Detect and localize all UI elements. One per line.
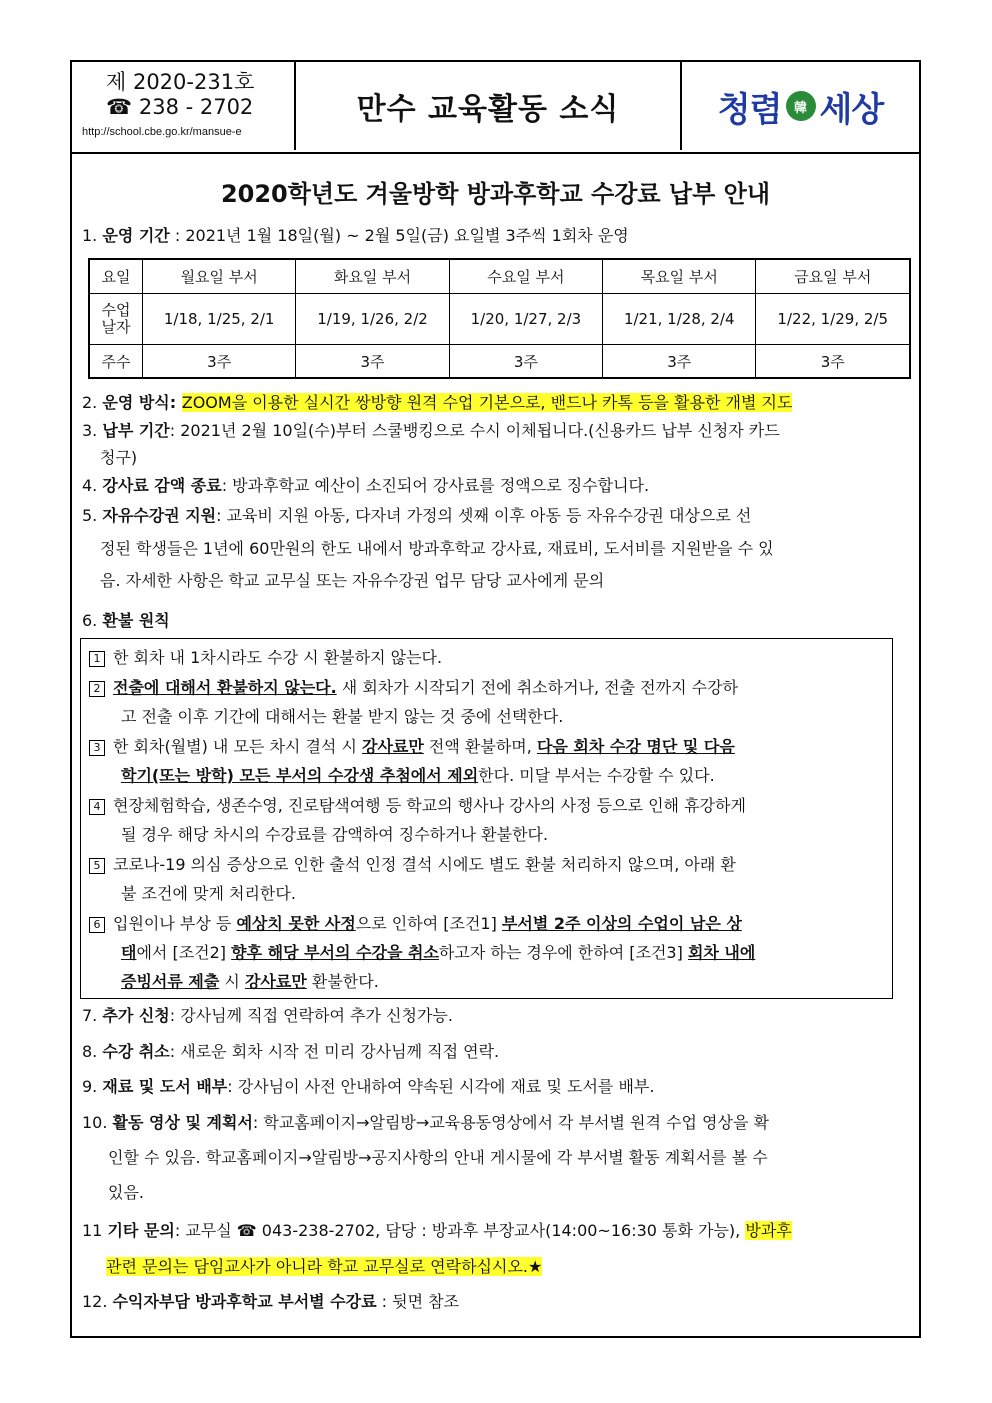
table-cell: 목요일 부서 xyxy=(603,259,756,294)
table-cell: 1/18, 1/25, 2/1 xyxy=(143,294,296,345)
section-11-cont xyxy=(106,1253,542,1281)
section-1: 1. 운영 기간 : 2021년 1월 18일(월) ~ 2월 5일(금) 요일별 3주씩 1회차 운영 xyxy=(82,226,629,245)
list-item: 3 한 회차(월별) 내 모든 차시 결석 시 강사료만 전액 환불하며, 다음 회차 수강 명단 및 다음 xyxy=(89,732,735,761)
schedule-table xyxy=(88,258,911,379)
refund-rules-box xyxy=(80,638,893,999)
section-11: 11 기타 문의: 교무실 ☎ 043-238-2702, 담당 : 방과후 부장교사(14:00~16:30 통화 가능), 방과후 xyxy=(82,1221,792,1240)
table-row xyxy=(89,259,910,294)
item-number: 3 xyxy=(89,740,105,756)
header-info xyxy=(72,62,296,150)
list-item-cont: 될 경우 해당 차시의 수강료를 감액하여 징수하거나 환불한다. xyxy=(121,825,549,844)
logo-text-2: 세상 xyxy=(819,89,884,130)
highlight-text: 관련 문의는 담임교사가 아니라 학교 교무실로 연락하십시오.★ xyxy=(106,1257,543,1276)
section-5-cont: 음. 자세한 사항은 학교 교무실 또는 자유수강권 업무 담당 교사에게 문의 xyxy=(100,571,605,590)
list-item-cont: 고 전출 이후 기간에 대해서는 환불 받지 않는 것 중에 선택한다. xyxy=(121,707,564,726)
newsletter-frame xyxy=(70,60,921,1338)
header-phone xyxy=(106,95,253,119)
section-3-cont: 청구) xyxy=(100,448,138,467)
table-cell: 금요일 부서 xyxy=(756,259,910,294)
table-cell: 수요일 부서 xyxy=(449,259,602,294)
table-cell: 1/19, 1/26, 2/2 xyxy=(296,294,449,345)
list-item: 6 입원이나 부상 등 예상치 못한 사정으로 인하여 [조건1] 부서별 2주 이상의 수업이 남은 상 xyxy=(89,909,742,938)
section-9: 9. 재료 및 도서 배부: 강사님이 사전 안내하여 약속된 시각에 재료 및 도서를 배부. xyxy=(82,1077,655,1096)
highlight-text: 방과후 xyxy=(745,1221,792,1240)
table-cell: 3주 xyxy=(143,345,296,379)
logo-text-1: 청렴 xyxy=(717,89,782,130)
section-2: 2. 운영 방식: ZOOM을 이용한 실시간 쌍방향 원격 수업 기본으로, 밴드나 카톡 등을 활용한 개별 지도 xyxy=(82,393,793,412)
header-bar xyxy=(72,62,919,154)
list-item-cont: 태에서 [조건2] 향후 해당 부서의 수강을 취소하고자 하는 경우에 한하여 [조건3] 회차 내에 xyxy=(121,943,756,962)
table-cell: 요일 xyxy=(89,259,143,294)
item-number: 2 xyxy=(89,681,105,697)
table-cell: 주수 xyxy=(89,345,143,379)
item-number: 4 xyxy=(89,799,105,815)
section-7: 7. 추가 신청: 강사님께 직접 연락하여 추가 신청가능. xyxy=(82,1006,453,1025)
list-item: 1 한 회차 내 1차시라도 수강 시 환불하지 않는다. xyxy=(89,643,442,672)
section-4: 4. 강사료 감액 종료: 방과후학교 예산이 소진되어 강사료를 정액으로 징수합니다. xyxy=(82,476,650,495)
table-row xyxy=(89,345,910,379)
table-cell: 수업 날자 xyxy=(89,294,143,345)
newsletter-title: 만수 교육활동 소식 xyxy=(296,62,682,150)
section-10-cont: 인할 수 있음. 학교홈페이지→알림방→공지사항의 안내 게시물에 각 부서별 활동 계획서를 볼 수 xyxy=(108,1148,768,1167)
list-item: 4 현장체험학습, 생존수영, 진로탐색여행 등 학교의 행사나 강사의 사정 등으로 인해 휴강하게 xyxy=(89,791,746,820)
table-cell: 1/21, 1/28, 2/4 xyxy=(603,294,756,345)
section-5: 5. 자유수강권 지원: 교육비 지원 아동, 다자녀 가정의 셋째 이후 아동 등 자유수강권 대상으로 선 xyxy=(82,506,752,525)
phone-icon: ☎ xyxy=(106,95,139,119)
table-cell: 3주 xyxy=(449,345,602,379)
table-cell: 1/20, 1/27, 2/3 xyxy=(449,294,602,345)
table-cell: 화요일 부서 xyxy=(296,259,449,294)
school-url[interactable]: http://school.cbe.go.kr/mansue-e xyxy=(82,126,242,138)
list-item-cont: 학기(또는 방학) 모든 부서의 수강생 추첨에서 제외한다. 미달 부서는 수강할 수 있다. xyxy=(121,766,715,785)
logo-mark-icon: 韓 xyxy=(786,91,816,121)
table-row xyxy=(89,294,910,345)
section-12: 12. 수익자부담 방과후학교 부서별 수강료 : 뒷면 참조 xyxy=(82,1292,460,1311)
highlight-text: ZOOM을 이용한 실시간 쌍방향 원격 수업 기본으로, 밴드나 카톡 등을 활용한 개별 지도 xyxy=(181,393,793,412)
phone-number: 238 - 2702 xyxy=(138,95,254,119)
item-number: 5 xyxy=(89,858,105,874)
table-cell: 3주 xyxy=(756,345,910,379)
section-6: 6. 환불 원칙 xyxy=(82,611,170,630)
list-item-cont: 불 조건에 맞게 처리한다. xyxy=(121,884,296,903)
table-cell: 월요일 부서 xyxy=(143,259,296,294)
list-item-cont: 증빙서류 제출 시 강사료만 환불한다. xyxy=(121,972,379,991)
table-cell: 3주 xyxy=(296,345,449,379)
item-number: 1 xyxy=(89,651,105,667)
section-10-cont: 있음. xyxy=(108,1183,144,1202)
issue-number: 제 2020-231호 xyxy=(106,70,255,94)
table-cell: 3주 xyxy=(603,345,756,379)
section-5-cont: 정된 학생들은 1년에 60만원의 한도 내에서 방과후학교 강사료, 재료비, 도서비를 지원받을 수 있 xyxy=(100,539,774,558)
list-item: 5 코로나-19 의심 증상으로 인한 출석 인정 결석 시에도 별도 환불 처리하지 않으며, 아래 환 xyxy=(89,850,736,879)
section-10: 10. 활동 영상 및 계획서: 학교홈페이지→알림방→교육용동영상에서 각 부서별 원격 수업 영상을 확 xyxy=(82,1113,769,1132)
logo xyxy=(682,62,919,150)
table-cell: 1/22, 1/29, 2/5 xyxy=(756,294,910,345)
item-number: 6 xyxy=(89,917,105,933)
list-item: 2 전출에 대해서 환불하지 않는다. 새 회차가 시작되기 전에 취소하거나, 전출 전까지 수강하 xyxy=(89,673,738,702)
section-3: 3. 납부 기간: 2021년 2월 10일(수)부터 스쿨뱅킹으로 수시 이체됩니다.(신용카드 납부 신청자 카드 xyxy=(82,421,780,440)
page-title: 2020학년도 겨울방학 방과후학교 수강료 납부 안내 xyxy=(220,180,771,208)
section-8: 8. 수강 취소: 새로운 회차 시작 전 미리 강사님께 직접 연락. xyxy=(82,1042,500,1061)
